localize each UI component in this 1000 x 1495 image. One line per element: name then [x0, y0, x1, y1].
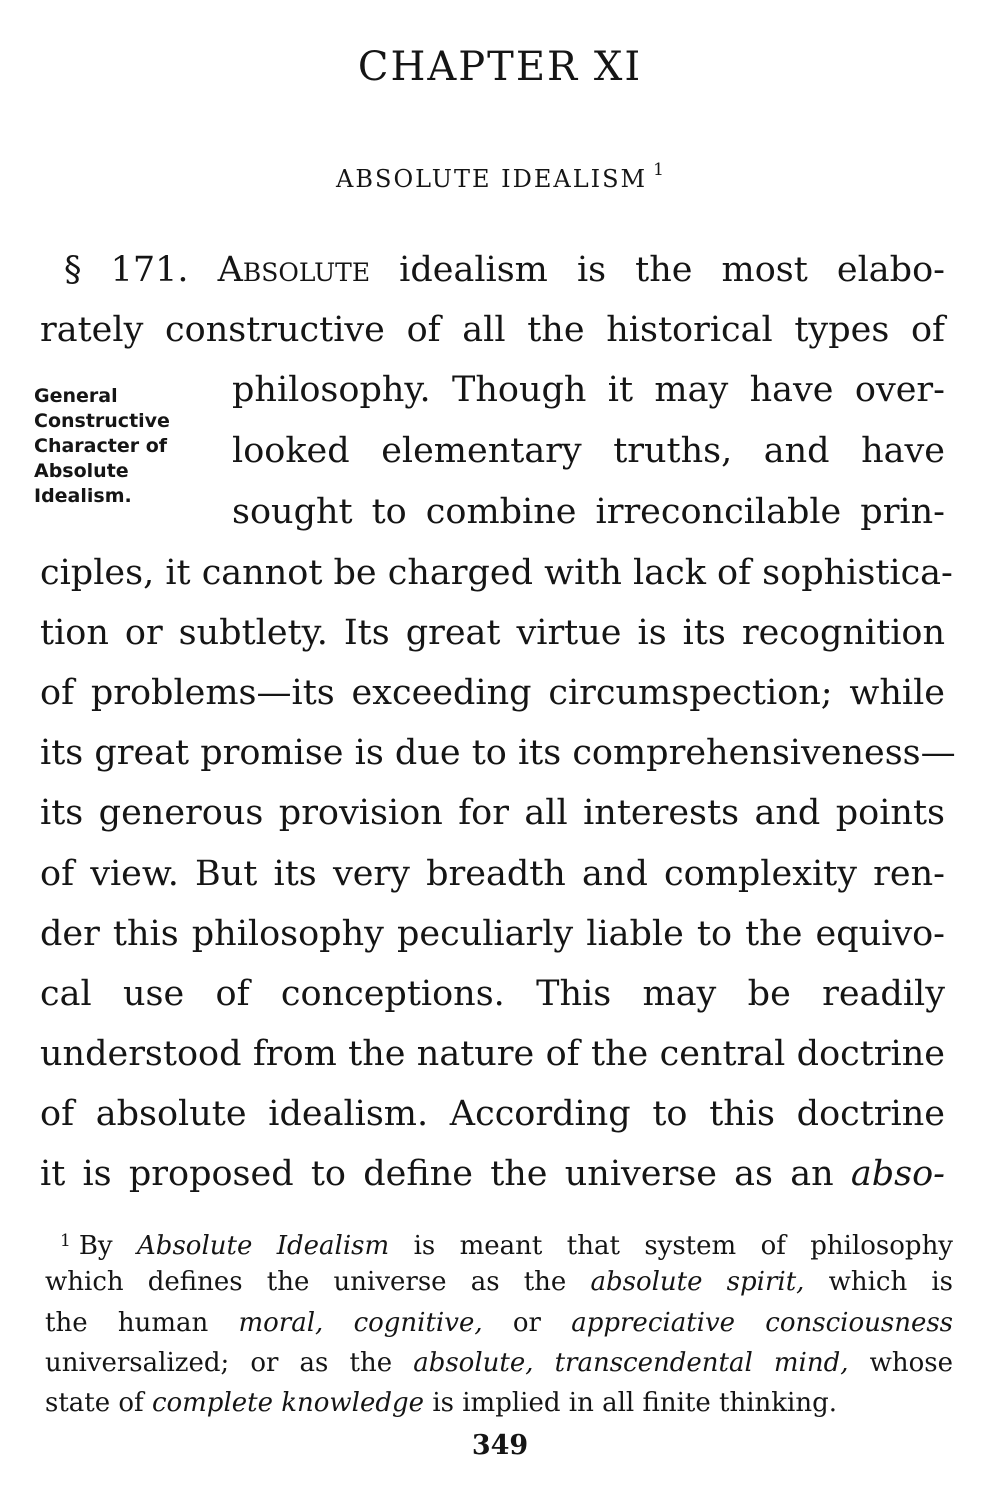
body-line: rately constructive of all the historical types of: [40, 310, 945, 350]
section-number: § 171.: [64, 250, 189, 290]
footnote-line: which defines the universe as the absolute spirit, which is: [45, 1267, 953, 1297]
margin-note-line: Idealism.: [34, 485, 132, 507]
body-line: its generous provision for all interests and points: [40, 793, 945, 833]
page-number: 349: [471, 1430, 529, 1461]
body-line: of problems—its exceeding circumspection; while: [40, 673, 945, 713]
margin-note-line: Constructive: [34, 410, 170, 432]
chapter-heading: CHAPTER XI: [357, 44, 643, 90]
footnote-line: universalized; or as the absolute, transcendental mind, whose: [45, 1348, 954, 1378]
footnote-line: state of complete knowledge is implied in all finite thinking.: [45, 1388, 837, 1418]
footnote-mark: 1: [60, 1231, 71, 1251]
body-line: § 171. Absolute idealism is the most elabo-: [64, 250, 945, 290]
body-line: looked elementary truths, and have: [232, 431, 945, 471]
body-line: philosophy. Though it may have over-: [232, 370, 945, 410]
small-caps-word: Absolute: [217, 250, 371, 290]
margin-note-line: Character of: [34, 435, 168, 457]
body-line: cal use of conceptions. This may be readily: [40, 974, 945, 1014]
section-title: [0, 160, 1000, 193]
margin-note-line: Absolute: [34, 460, 129, 482]
body-line: understood from the nature of the central doctrine: [40, 1034, 945, 1074]
section-title-text: ABSOLUTE IDEALISM: [336, 165, 648, 193]
footnote-line: $^1$ By Absolute Idealism is meant that system of philosophy: [60, 1231, 953, 1261]
body-line: tion or subtlety. Its great virtue is its recognition: [40, 613, 945, 653]
footnote-reference: 1: [653, 160, 664, 180]
body-line: of view. But its very breadth and complexity ren-: [40, 854, 945, 894]
body-line: its great promise is due to its comprehensiveness—: [40, 733, 956, 773]
body-line: der this philosophy peculiarly liable to the equivo-: [40, 914, 945, 954]
footnote-line: the human moral, cognitive, or appreciative consciousness: [45, 1308, 954, 1338]
body-line: it is proposed to define the universe as an abso-: [40, 1154, 945, 1194]
body-line: of absolute idealism. According to this doctrine: [40, 1094, 945, 1134]
body-line: sought to combine irreconcilable prin-: [232, 492, 945, 532]
margin-note: [34, 384, 204, 509]
body-line: ciples, it cannot be charged with lack of sophistica-: [40, 553, 953, 593]
margin-note-line: General: [34, 385, 118, 407]
